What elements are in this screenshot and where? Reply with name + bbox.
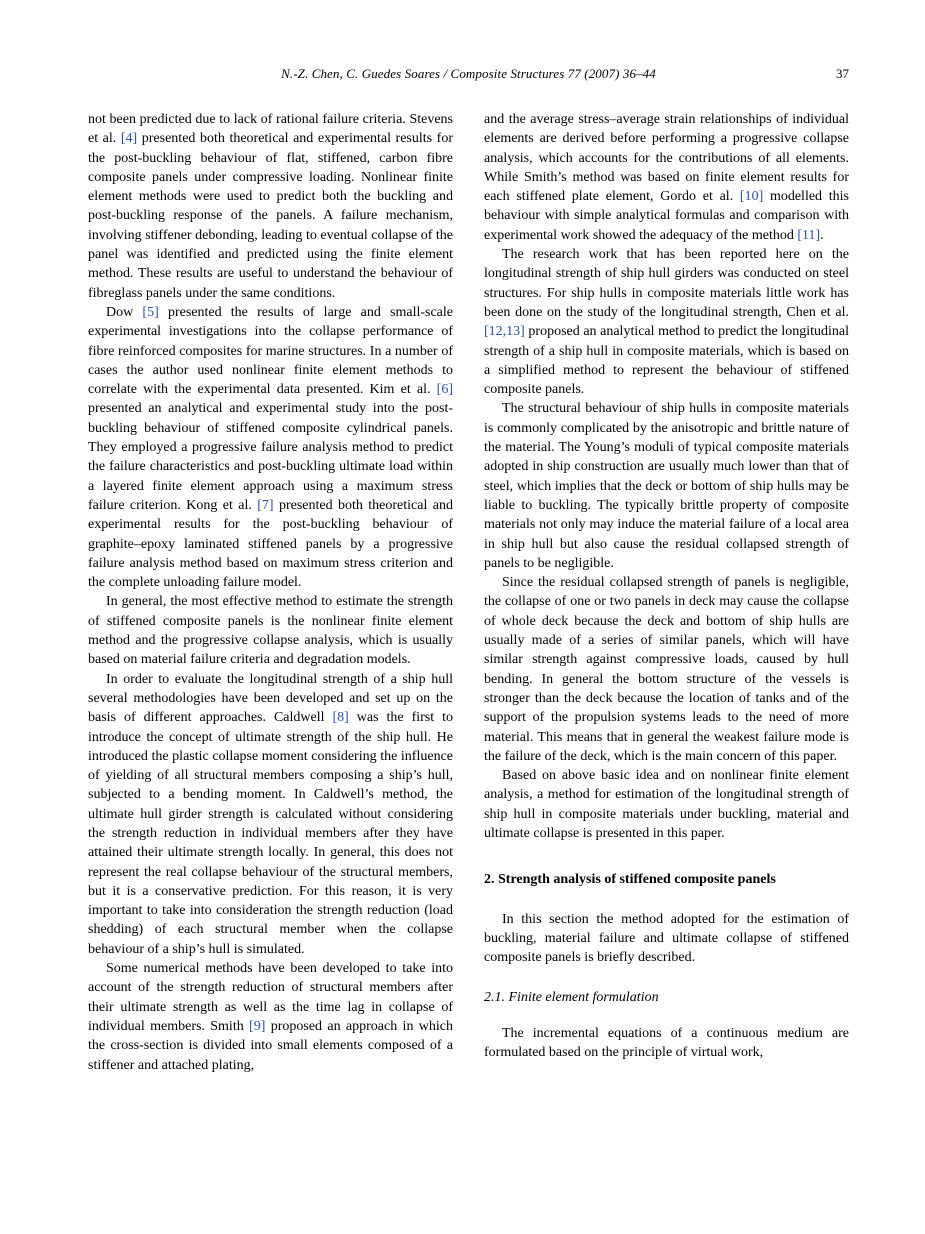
paragraph: Since the residual collapsed strength of panels is negligible, the collapse of one or two panels in deck may cause the collapse of whole deck because the deck and bottom of ship hulls are usually made of a series of similar panels, which will have similar strength against compressive loads, caused by hull bending. In general the bottom structure of the vessels is stronger than the deck because the location of tanks and of the support of the propulsion systems leads to the need of more material. This means that in general the weakest failure mode is the failure of the deck, which is the main concern of this paper.: [484, 575, 849, 764]
citation-ref[interactable]: [8]: [332, 710, 349, 726]
citation-ref[interactable]: [7]: [257, 497, 274, 513]
article-body: [88, 110, 849, 1075]
page-header: [88, 66, 849, 82]
paragraph: not been predicted due to lack of rational failure criteria. Stevens et al. [4] presented both theoretical and experimental results for the post-buckling behaviour of flat, stiffened, carbon fibre composite panels under compressive loading. Nonlinear finite element methods were used to predict both the buckling and post-buckling response of the panels. A failure mechanism, involving stiffener debonding, leading to eventual collapse of the panel was identified and predicted using the finite element method. These results are useful to understand the behaviour of fibreglass panels under the same conditions.: [88, 112, 453, 301]
paragraph: Dow [5] presented the results of large and small-scale experimental investigations into the collapse performance of fibre reinforced composites for marine structures. In a number of cases the author used nonlinear finite element methods to correlate with the experimental data presented. Kim et al. [6] presented an analytical and experimental study into the post-buckling behaviour of stiffened composite cylindrical panels. They employed a progressive failure analysis method to predict the failure characteristics and post-buckling ultimate load within a layered finite element approach using a maximum stress failure criterion. Kong et al. [7] presented both theoretical and experimental results for the post-buckling behaviour of graphite–epoxy laminated stiffened panels by a progressive failure analysis method based on maximum stress criterion and the complete unloading failure model.: [88, 304, 453, 591]
paragraph: In order to evaluate the longitudinal strength of a ship hull several methodologies have been developed and set up on the basis of different approaches. Caldwell [8] was the first to introduce the concept of ultimate strength of the ship hull. He introduced the plastic collapse moment considering the influence of yielding of all structural members composing a ship’s hull, subjected to a bending moment. In Caldwell’s method, the ultimate hull girder strength is calculated without considering the strength reduction in individual members after they have attained their ultimate strength locally. In general, this does not represent the real collapse behaviour of the structural members, but it is a conservative prediction. For this reason, it is very important to take into consideration the strength reduction (load shedding) of each structural member when the collapse behaviour of a ship’s hull is simulated.: [88, 671, 453, 957]
paragraph: The structural behaviour of ship hulls in composite materials is commonly complicated by the anisotropic and brittle nature of the material. The Young’s moduli of typical composite materials adopted in ship construction are usually much lower than that of steel, which implies that the deck or bottom of ship hulls may be liable to buckling. The typically brittle property of composite materials not only may induce the material failure of a local area in ship hull but also cause the residual collapsed strength of panels to be negligible.: [484, 401, 849, 571]
citation-ref[interactable]: [4]: [120, 131, 138, 147]
citation-ref[interactable]: [10]: [739, 189, 764, 205]
paragraph: In this section the method adopted for the estimation of buckling, material failure and ultimate collapse of stiffened composite panels is briefly described.: [484, 911, 849, 966]
left-column: [88, 110, 453, 1075]
citation-ref[interactable]: [12,13]: [484, 324, 525, 340]
citation-ref[interactable]: [6]: [436, 382, 453, 398]
subsection-heading: 2.1. Finite element formulation: [484, 990, 659, 1006]
section-heading: 2. Strength analysis of stiffened composite panels: [484, 872, 776, 888]
paragraph: Some numerical methods have been developed to take into account of the strength reduction of structural members after their ultimate strength as well as the time lag in collapse of individual members. Smith [9] proposed an approach in which the cross-section is divided into small elements composed of a stiffener and attached plating,: [88, 961, 453, 1073]
paragraph: The research work that has been reported here on the longitudinal strength of ship hull girders was conducted on steel structures. For ship hulls in composite materials little work has been done on the study of the longitudinal strength, Chen et al. [12,13] proposed an analytical method to predict the longitudinal strength of a ship hull in composite materials, which is based on a simplified method to represent the behaviour of stiffened composite panels.: [484, 247, 849, 398]
paragraph: Based on above basic idea and on nonlinear finite element analysis, a method for estimation of the longitudinal strength of ship hull in composite materials under buckling, material and ultimate collapse is presented in this paper.: [484, 768, 849, 841]
right-column: [484, 110, 849, 1075]
page-number: 37: [836, 66, 849, 81]
paragraph: and the average stress–average strain relationships of individual elements are derived before performing a progressive collapse analysis, which accounts for the contributions of all elements. While Smith’s method was based on finite element results for each stiffened plate element, Gordo et al. [10] modelled this behaviour with simple analytical formulas and comparison with experimental work showed the adequacy of the method [11].: [484, 112, 849, 243]
paragraph: The incremental equations of a continuous medium are formulated based on the principle of virtual work,: [484, 1025, 849, 1061]
citation-ref[interactable]: [11]: [797, 227, 821, 243]
paragraph: In general, the most effective method to estimate the strength of stiffened composite panels is the nonlinear finite element method and the progressive collapse analysis, which is usually based on material failure criteria and degradation models.: [88, 594, 453, 668]
citation-ref[interactable]: [5]: [142, 304, 159, 320]
citation-ref[interactable]: [9]: [249, 1018, 266, 1034]
running-head: N.-Z. Chen, C. Guedes Soares / Composite Structures 77 (2007) 36–44: [281, 66, 656, 81]
